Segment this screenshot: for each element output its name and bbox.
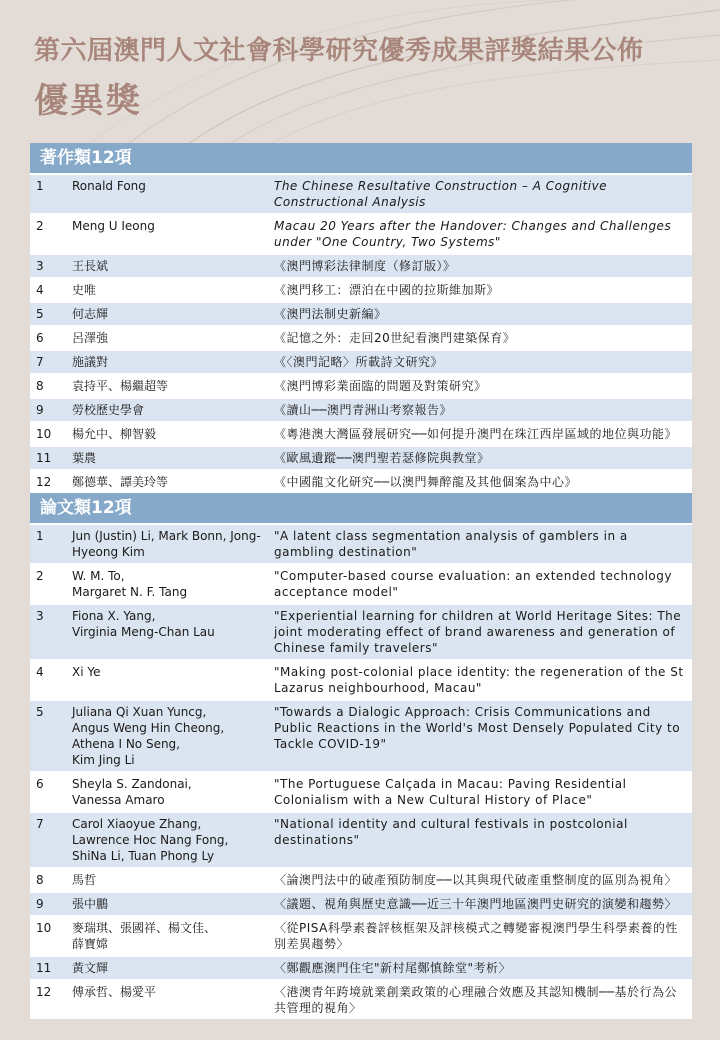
row-number: 3 xyxy=(30,254,66,278)
row-number: 2 xyxy=(30,564,66,604)
table-row xyxy=(30,564,692,604)
work-title: Macau 20 Years after the Handover: Changes and Challenges under "One Country, Two Systems" xyxy=(268,214,692,254)
table-row xyxy=(30,174,692,214)
table-row xyxy=(30,302,692,326)
author-name: Meng U Ieong xyxy=(66,214,268,254)
table-row xyxy=(30,604,692,660)
author-name: 史唯 xyxy=(66,278,268,302)
author-name: Sheyla S. Zandonai, Vanessa Amaro xyxy=(66,772,268,812)
row-number: 9 xyxy=(30,398,66,422)
work-title: 《中國龍文化研究──以澳門舞醉龍及其他個案為中心》 xyxy=(268,470,692,493)
table-row xyxy=(30,892,692,916)
results-sheet xyxy=(30,143,692,1019)
author-name: 袁持平、楊繼超等 xyxy=(66,374,268,398)
work-title: "Making post-colonial place identity: the regeneration of the St Lazarus neighbourhood, Macau" xyxy=(268,660,692,700)
work-title: "A latent class segmentation analysis of gamblers in a gambling destination" xyxy=(268,524,692,564)
row-number: 11 xyxy=(30,956,66,980)
work-title: "Computer-based course evaluation: an extended technology acceptance model" xyxy=(268,564,692,604)
author-name: 楊允中、柳智毅 xyxy=(66,422,268,446)
table-row xyxy=(30,772,692,812)
table-row xyxy=(30,660,692,700)
author-name: 勞校歷史學會 xyxy=(66,398,268,422)
author-name: 呂澤強 xyxy=(66,326,268,350)
work-title: "The Portuguese Calçada in Macau: Paving Residential Colonialism with a New Cultural History of Place" xyxy=(268,772,692,812)
row-number: 1 xyxy=(30,174,66,214)
author-name: 施議對 xyxy=(66,350,268,374)
row-number: 10 xyxy=(30,422,66,446)
table-row xyxy=(30,278,692,302)
row-number: 7 xyxy=(30,350,66,374)
work-title: "Experiential learning for children at World Heritage Sites: The joint moderating effect of brand awareness and generation of Chinese family travelers" xyxy=(268,604,692,660)
author-name: 黃文輝 xyxy=(66,956,268,980)
author-name: 傅承哲、楊愛平 xyxy=(66,980,268,1019)
table-row xyxy=(30,422,692,446)
table-row xyxy=(30,374,692,398)
work-title: 《〈澳門記略〉所載詩文研究》 xyxy=(268,350,692,374)
row-number: 1 xyxy=(30,524,66,564)
row-number: 5 xyxy=(30,302,66,326)
table-row xyxy=(30,812,692,868)
table-row xyxy=(30,214,692,254)
work-title: 《記憶之外：走回20世紀看澳門建築保育》 xyxy=(268,326,692,350)
author-name: Fiona X. Yang, Virginia Meng-Chan Lau xyxy=(66,604,268,660)
author-name: 張中鵬 xyxy=(66,892,268,916)
work-title: 《澳門博彩法律制度（修訂版）》 xyxy=(268,254,692,278)
work-title: 《澳門博彩業面臨的問題及對策研究》 xyxy=(268,374,692,398)
work-title: 〈論澳門法中的破產預防制度──以其與現代破產重整制度的區別為視角〉 xyxy=(268,868,692,892)
row-number: 10 xyxy=(30,916,66,956)
table-row xyxy=(30,868,692,892)
row-number: 6 xyxy=(30,326,66,350)
table-row xyxy=(30,470,692,493)
author-name: Ronald Fong xyxy=(66,174,268,214)
work-title: 〈港澳青年跨境就業創業政策的心理融合效應及其認知機制──基於行為公共管理的視角〉 xyxy=(268,980,692,1019)
work-title: 《讀山──澳門青洲山考察報告》 xyxy=(268,398,692,422)
author-name: Jun (Justin) Li, Mark Bonn, Jong-Hyeong Kim xyxy=(66,524,268,564)
work-title: "National identity and cultural festivals in postcolonial destinations" xyxy=(268,812,692,868)
author-name: W. M. To, Margaret N. F. Tang xyxy=(66,564,268,604)
work-title: 〈從PISA科學素養評核框架及評核模式之轉變審視澳門學生科學素養的性別差異趨勢〉 xyxy=(268,916,692,956)
table-row xyxy=(30,700,692,772)
table-row xyxy=(30,916,692,956)
author-name: 葉農 xyxy=(66,446,268,470)
author-name: 馬哲 xyxy=(66,868,268,892)
table-row xyxy=(30,254,692,278)
row-number: 5 xyxy=(30,700,66,772)
row-number: 3 xyxy=(30,604,66,660)
table-row xyxy=(30,350,692,374)
row-number: 4 xyxy=(30,278,66,302)
row-number: 9 xyxy=(30,892,66,916)
row-number: 11 xyxy=(30,446,66,470)
work-title: 《澳門移工：漂泊在中國的拉斯維加斯》 xyxy=(268,278,692,302)
row-number: 8 xyxy=(30,374,66,398)
work-title: 〈議題、視角與歷史意識──近三十年澳門地區澳門史研究的演變和趨勢〉 xyxy=(268,892,692,916)
row-number: 12 xyxy=(30,980,66,1019)
author-name: Juliana Qi Xuan Yuncg, Angus Weng Hin Cheong, Athena I No Seng, Kim Jing Li xyxy=(66,700,268,772)
table-row xyxy=(30,956,692,980)
row-number: 4 xyxy=(30,660,66,700)
row-number: 6 xyxy=(30,772,66,812)
row-number: 2 xyxy=(30,214,66,254)
work-title: 《粵港澳大灣區發展研究──如何提升澳門在珠江西岸區域的地位與功能》 xyxy=(268,422,692,446)
work-title: 〈鄭觀應澳門住宅"新村尾鄭慎餘堂"考析〉 xyxy=(268,956,692,980)
section-header-books: 著作類12項 xyxy=(30,143,692,173)
work-title: 《澳門法制史新編》 xyxy=(268,302,692,326)
author-name: Xi Ye xyxy=(66,660,268,700)
table-row xyxy=(30,326,692,350)
row-number: 8 xyxy=(30,868,66,892)
author-name: 王長斌 xyxy=(66,254,268,278)
award-category-title: 優異獎 xyxy=(34,81,142,121)
work-title: The Chinese Resultative Construction – A Cognitive Constructional Analysis xyxy=(268,174,692,214)
table-row xyxy=(30,446,692,470)
work-title: "Towards a Dialogic Approach: Crisis Communications and Public Reactions in the World's Most Densely Populated City to Tackle COVID-19" xyxy=(268,700,692,772)
work-title: 《歐風遺蹤──澳門聖若瑟修院與教堂》 xyxy=(268,446,692,470)
page-header xyxy=(34,30,644,122)
author-name: 何志輝 xyxy=(66,302,268,326)
table-row xyxy=(30,524,692,564)
table-row xyxy=(30,980,692,1019)
row-number: 12 xyxy=(30,470,66,493)
books-table xyxy=(30,173,692,493)
row-number: 7 xyxy=(30,812,66,868)
author-name: 鄭德華、譚美玲等 xyxy=(66,470,268,493)
section-header-papers: 論文類12項 xyxy=(30,493,692,523)
table-row xyxy=(30,398,692,422)
page-title: 第六屆澳門人文社會科學研究優秀成果評獎結果公佈 xyxy=(34,36,644,66)
papers-table xyxy=(30,523,692,1019)
author-name: 麥瑞琪、張國祥、楊文佳、 薛寶嫦 xyxy=(66,916,268,956)
author-name: Carol Xiaoyue Zhang, Lawrence Hoc Nang Fong, ShiNa Li, Tuan Phong Ly xyxy=(66,812,268,868)
